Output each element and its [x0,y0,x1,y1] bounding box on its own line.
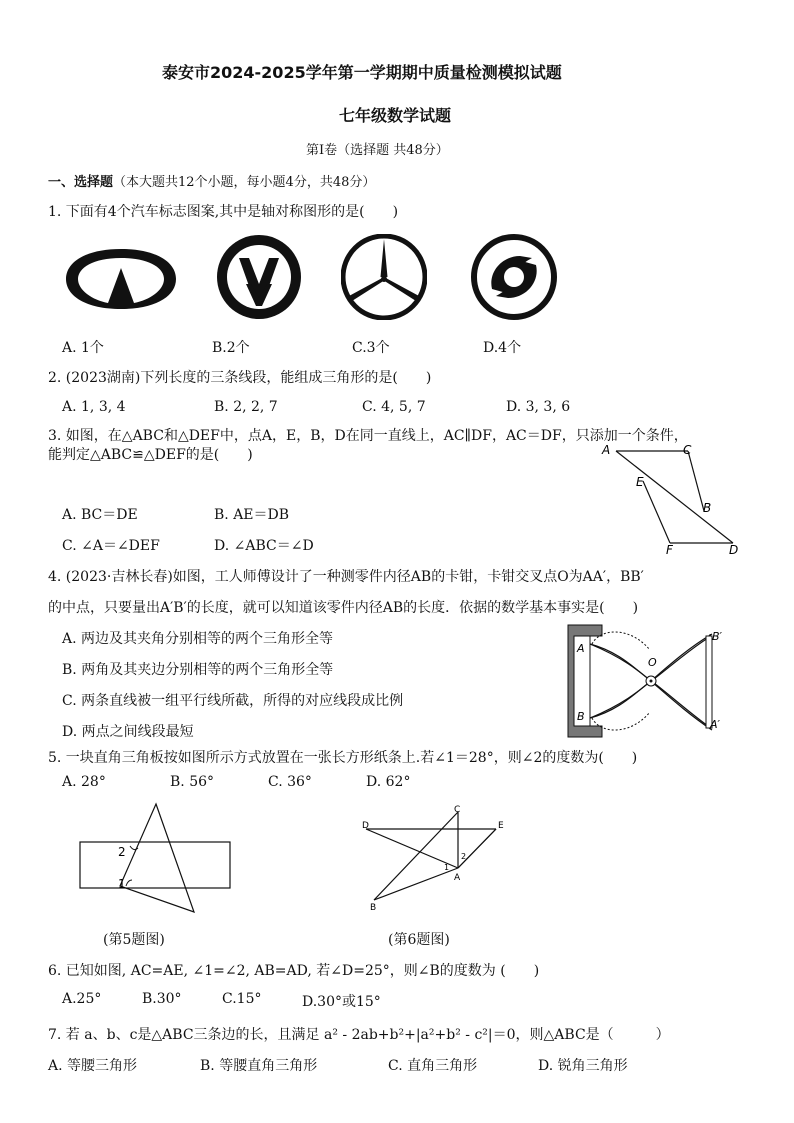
question-2-stem: 2. (2023湖南)下列长度的三条线段，能组成三角形的是( ) [48,370,432,386]
q3-option-d[interactable]: D. ∠ABC＝∠D [214,538,314,554]
q6-angle-2-label: 2 [461,852,467,861]
mercedes-logo [341,234,427,320]
q6-figure [356,802,516,918]
q1-option-d[interactable]: D.4个 [483,340,522,356]
q5-angle-1-label: 1 [118,877,126,891]
q2-option-b[interactable]: B. 2, 2, 7 [214,399,278,415]
q6-option-d[interactable]: D.30°或15° [302,994,381,1010]
q7-option-a[interactable]: A. 等腰三角形 [48,1058,138,1074]
q2-option-c[interactable]: C. 4, 5, 7 [362,399,426,415]
q7-option-d[interactable]: D. 锐角三角形 [538,1058,628,1074]
q6-label-e: E [498,821,504,831]
q6-option-a[interactable]: A.25° [62,991,102,1007]
question-3-stem-line1: 3. 如图，在△ABC和△DEF中，点A，E，B，D在同一直线上，AC∥DF，AC＝DF，只添加一个条件， [48,428,688,444]
q4-option-c[interactable]: C. 两条直线被一组平行线所截，所得的对应线段成比例 [62,693,404,709]
infiniti-logo [64,246,178,312]
q1-option-a[interactable]: A. 1个 [62,340,104,356]
q3-label-e: E [636,475,644,489]
section-note: （本大题共12个小题，每小题4分，共48分） [113,175,376,190]
q4-option-b[interactable]: B. 两角及其夹边分别相等的两个三角形全等 [62,662,334,678]
q6-option-b[interactable]: B.30° [142,991,182,1007]
q6-angle-1-label: 1 [444,863,450,872]
question-4-stem-line1: 4. (2023·吉林长春)如图，工人师傅设计了一种测零件内径AB的卡钳，卡钳交叉点O为AA′，BB′ [48,569,644,585]
section-label: 一、选择题 [48,175,114,190]
question-3-stem-line2: 能判定△ABC≌△DEF的是( ) [48,447,253,463]
q6-label-b: B [370,903,377,913]
q6-figure-caption: (第6题图) [388,932,450,948]
section-heading [48,171,375,190]
q5-option-b[interactable]: B. 56° [170,774,215,790]
q3-figure [596,440,746,560]
dongfeng-logo [470,234,558,320]
q4-label-b: B [577,710,585,723]
q7-option-b[interactable]: B. 等腰直角三角形 [200,1058,318,1074]
q2-option-d[interactable]: D. 3, 3, 6 [506,399,571,415]
question-5-stem: 5. 一块直角三角板按如图所示方式放置在一张长方形纸条上.若∠1＝28°，则∠2的度数为( ) [48,750,638,766]
q4-label-b-prime: B′ [712,630,723,643]
volume-heading: 第Ⅰ卷（选择题 共48分） [306,143,449,158]
q3-option-b[interactable]: B. AE＝DB [214,507,290,523]
q1-option-c[interactable]: C.3个 [352,340,390,356]
page-title: 泰安市2024-2025学年第一学期期中质量检测模拟试题 [162,63,562,82]
q3-label-b: B [703,501,712,515]
q3-label-d: D [729,543,739,557]
volkswagen-logo [216,234,302,320]
q4-caliper-figure [560,622,746,740]
q4-option-a[interactable]: A. 两边及其夹角分别相等的两个三角形全等 [62,631,334,647]
q6-label-d: D [362,821,369,831]
q4-label-a: A [577,642,585,655]
q5-angle-2-label: 2 [118,845,126,859]
q4-option-d[interactable]: D. 两点之间线段最短 [62,724,194,740]
question-4-stem-line2: 的中点，只要量出A′B′的长度，就可以知道该零件内径AB的长度．依据的数学基本事实是( ) [48,600,639,616]
q3-label-f: F [666,543,673,557]
question-6-stem: 6. 已知如图, AC=AE, ∠1=∠2, AB=AD, 若∠D=25°，则∠B的度数为 ( ) [48,963,540,979]
q6-label-a: A [454,873,461,883]
q6-label-c: C [454,805,461,815]
q5-option-a[interactable]: A. 28° [62,774,106,790]
q4-label-a-prime: A′ [710,718,721,731]
q5-option-d[interactable]: D. 62° [366,774,411,790]
q6-option-c[interactable]: C.15° [222,991,262,1007]
q3-option-a[interactable]: A. BC＝DE [62,507,138,523]
question-1-stem: 1. 下面有4个汽车标志图案,其中是轴对称图形的是( ) [48,204,399,220]
page-subtitle: 七年级数学试题 [339,106,452,125]
q7-option-c[interactable]: C. 直角三角形 [388,1058,478,1074]
q3-label-a: A [602,443,611,457]
q2-option-a[interactable]: A. 1, 3, 4 [62,399,126,415]
q5-option-c[interactable]: C. 36° [268,774,312,790]
q5-figure [76,802,236,918]
q4-label-o: O [648,656,657,669]
q5-figure-caption: (第5题图) [103,932,165,948]
q3-label-c: C [683,443,692,457]
q1-option-b[interactable]: B.2个 [212,340,250,356]
question-7-stem: 7. 若 a、b、c是△ABC三条边的长，且满足 a² - 2ab+b²+|a²+b² - c²|＝0，则△ABC是（ ） [48,1027,670,1043]
q3-option-c[interactable]: C. ∠A＝∠DEF [62,538,160,554]
